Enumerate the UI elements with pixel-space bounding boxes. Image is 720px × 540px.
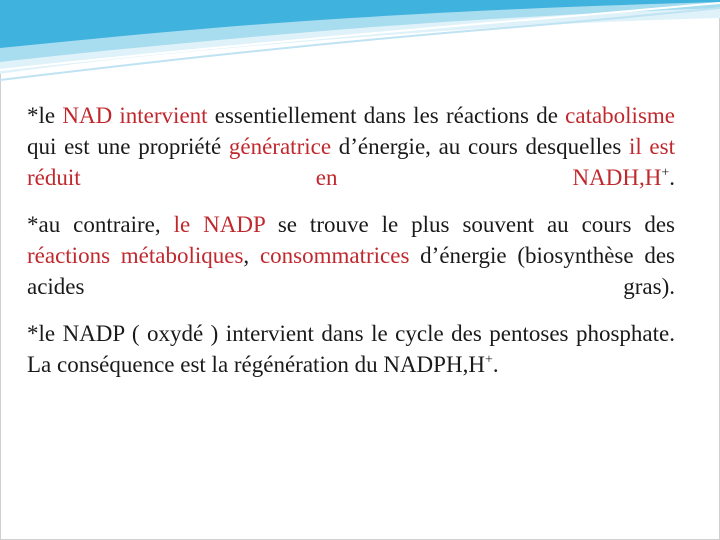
highlighted-text: consommatrices bbox=[259, 243, 410, 268]
highlighted-text: il est réduit en NADH,H bbox=[27, 134, 675, 190]
highlighted-text: réactions métaboliques bbox=[27, 243, 244, 268]
slide-body bbox=[27, 100, 675, 396]
text-segment: + bbox=[661, 165, 670, 181]
text-segment: . bbox=[669, 165, 675, 190]
header-wave-decoration bbox=[0, 0, 720, 90]
text-segment: d’énergie (biosynthèse des acides gras). bbox=[27, 243, 676, 299]
highlighted-text: catabolisme bbox=[565, 103, 676, 128]
text-segment: *le bbox=[27, 103, 63, 128]
highlighted-text: le NADP bbox=[173, 212, 265, 237]
paragraph-nadp-pentose-cycle bbox=[27, 318, 675, 380]
text-segment: . bbox=[492, 352, 499, 377]
text-segment: + bbox=[484, 352, 493, 368]
paragraph-nadp-metabolism bbox=[27, 209, 675, 302]
text-segment: d’énergie, au cours desquelles bbox=[331, 134, 629, 159]
text-segment: qui est une propriété bbox=[27, 134, 229, 159]
highlighted-text: NAD intervient bbox=[62, 103, 208, 128]
text-segment: , bbox=[243, 243, 260, 268]
text-segment: *le NADP ( oxydé ) intervient dans le cycle des pentoses phosphate. La conséquence est la régénération du NADPH,H bbox=[27, 321, 675, 377]
highlighted-text: génératrice bbox=[228, 134, 332, 159]
text-segment: *au contraire, bbox=[27, 212, 174, 237]
text-segment: se trouve le plus souvent au cours des bbox=[264, 212, 676, 237]
text-segment: essentiellement dans les réactions de bbox=[207, 103, 566, 128]
paragraph-nad-catabolism bbox=[27, 100, 675, 193]
